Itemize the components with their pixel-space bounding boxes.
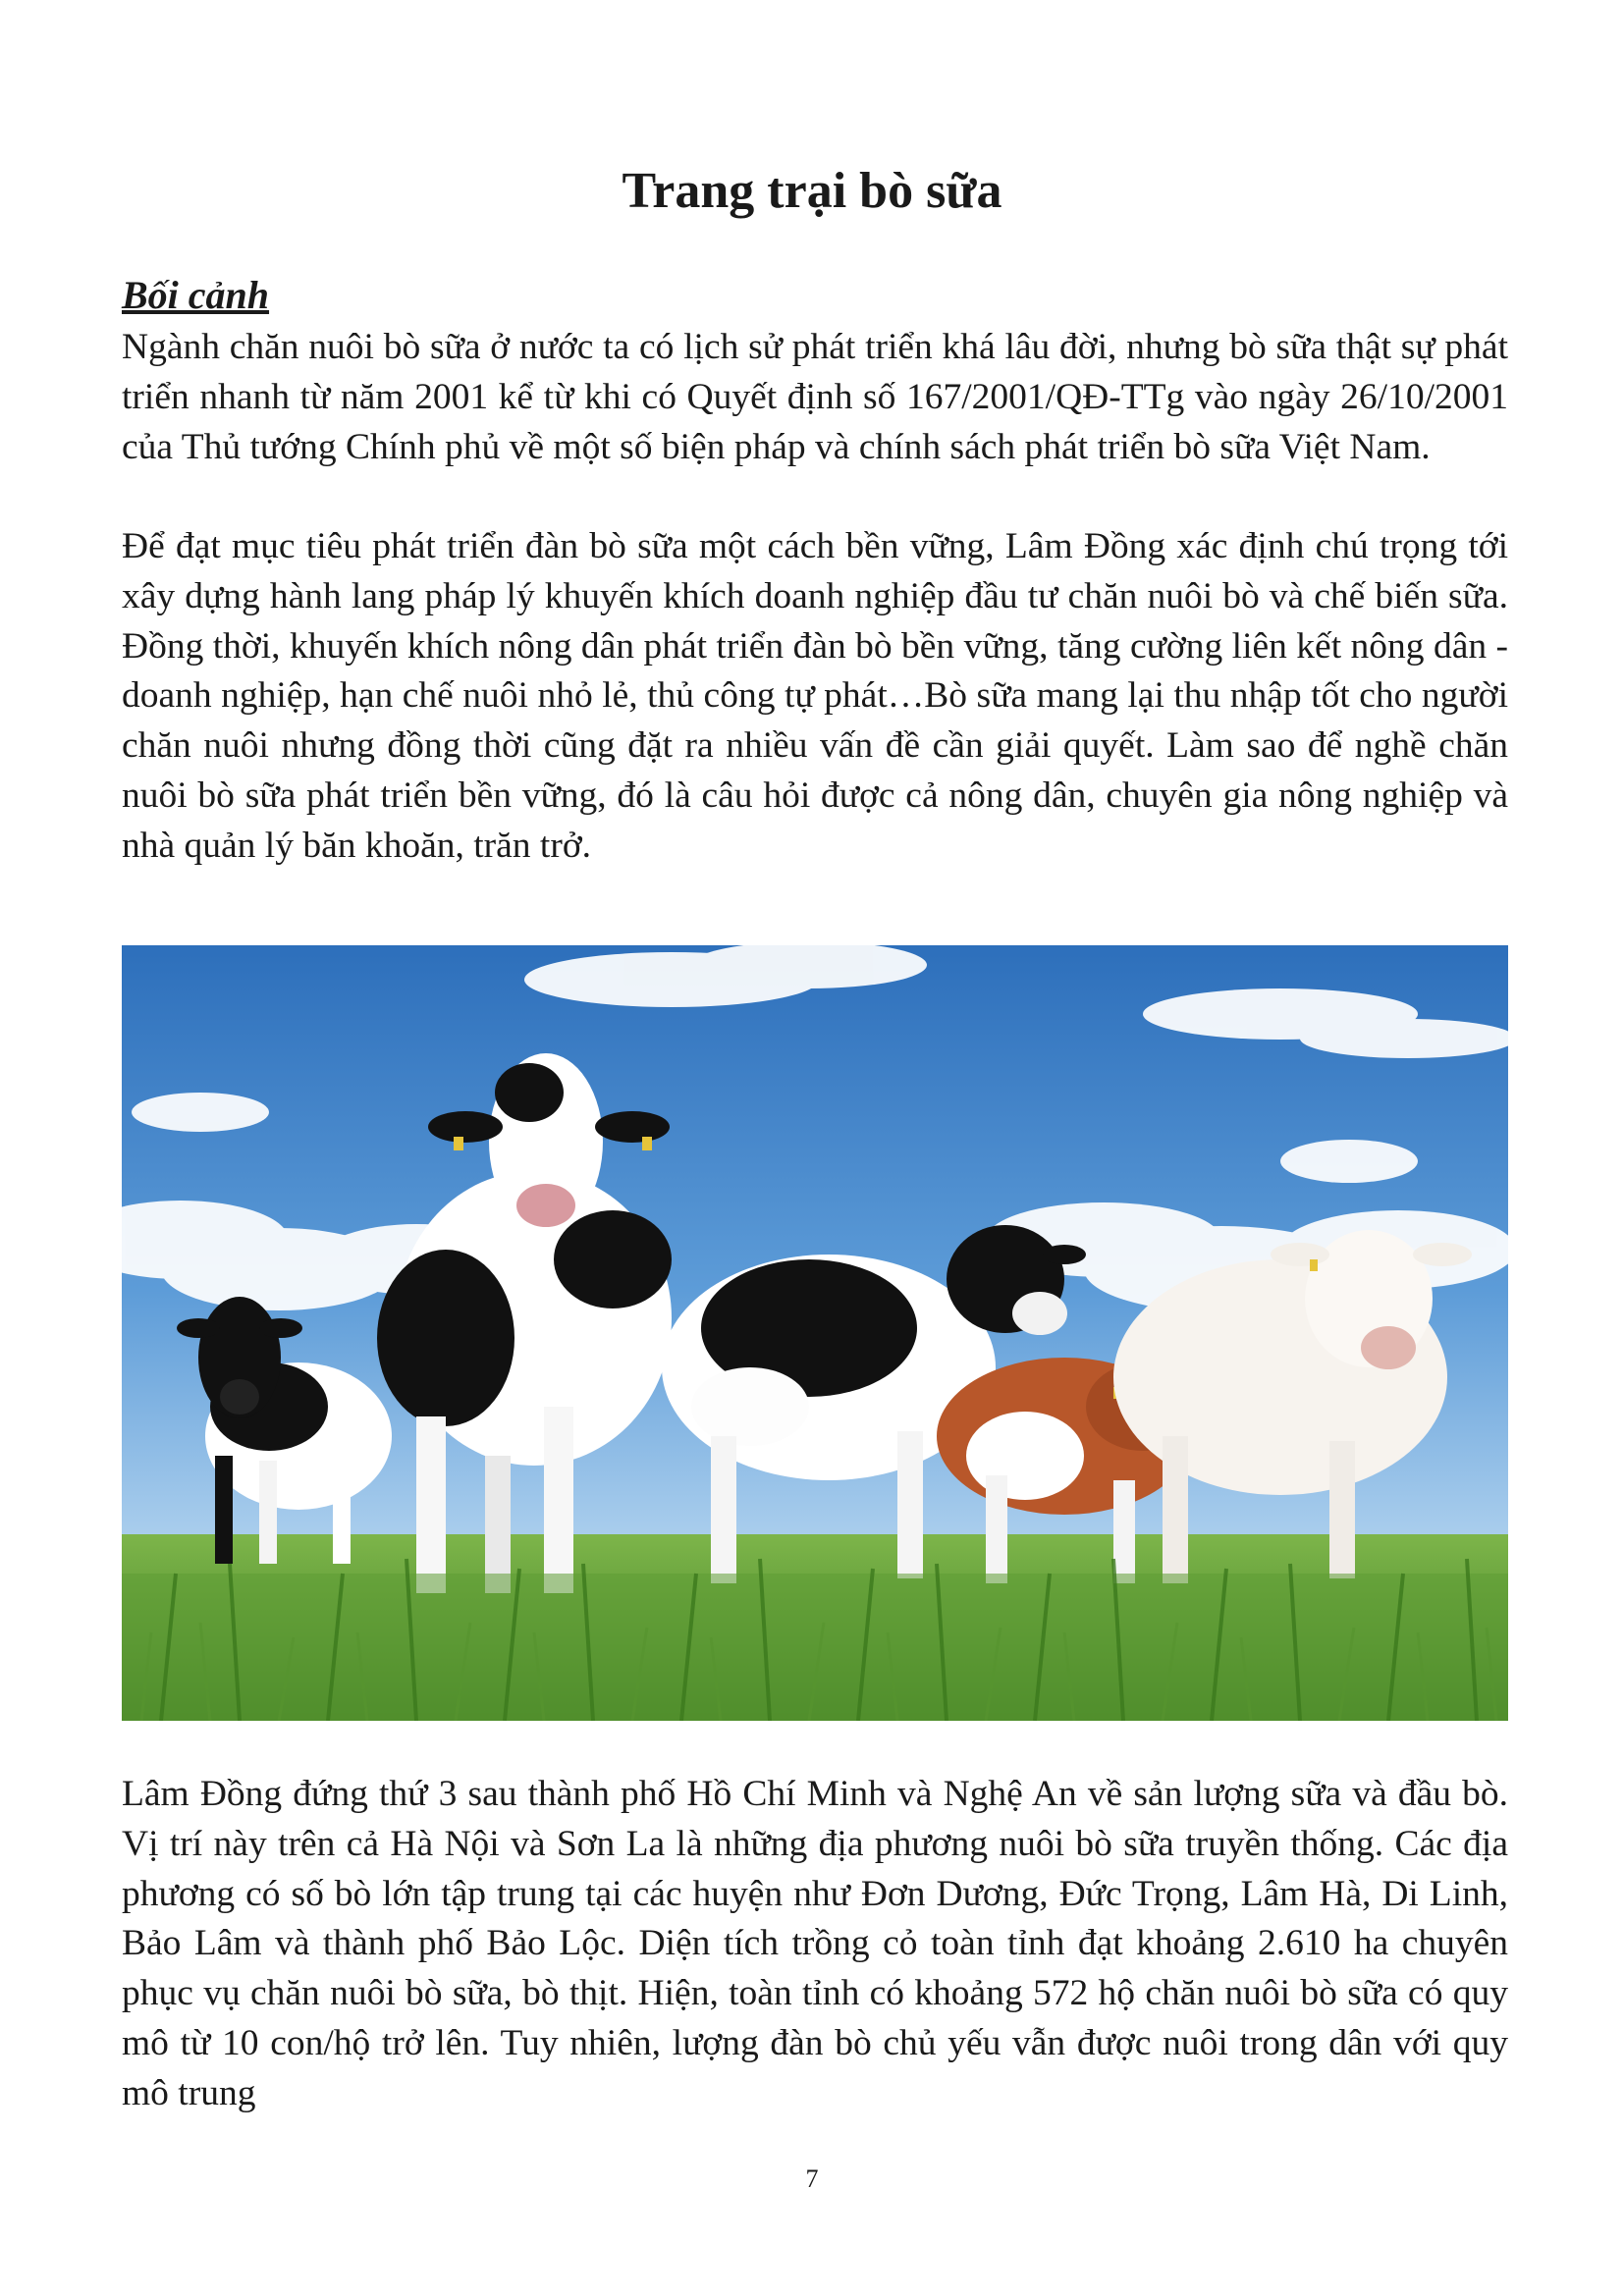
- paragraph-sustainability: Để đạt mục tiêu phát triển đàn bò sữa một cách bền vững, Lâm Đồng xác định chú trọng tới xây dựng hành lang pháp lý khuyến khích doanh nghiệp đầu tư chăn nuôi bò và chế biến sữa. Đồng thời, khuyến khích nông dân phát triển đàn bò bền vững, tăng cường liên kết nông dân - doanh nghiệp, hạn chế nuôi nhỏ lẻ, thủ công tự phát…Bò sữa mang lại thu nhập tốt cho người chăn nuôi nhưng đồng thời cũng đặt ra nhiều vấn đề cần giải quyết. Làm sao để nghề chăn nuôi bò sữa phát triển bền vững, đó là câu hỏi được cả nông dân, chuyên gia nông nghiệp và nhà quản lý băn khoăn, trăn trở.: [122, 526, 1508, 866]
- paragraph-history: Ngành chăn nuôi bò sữa ở nước ta có lịch sử phát triển khá lâu đời, nhưng bò sữa thật sự phát triển nhanh từ năm 2001 kể từ khi có Quyết định số 167/2001/QĐ-TTg vào ngày 26/10/2001 của Thủ tướng Chính phủ về một số biện pháp và chính sách phát triển bò sữa Việt Nam.: [122, 327, 1508, 467]
- page-number: 7: [805, 2164, 819, 2193]
- page-title: Trang trại bò sữa: [622, 163, 1002, 219]
- paragraph-production: Lâm Đồng đứng thứ 3 sau thành phố Hồ Chí Minh và Nghệ An về sản lượng sữa và đầu bò. Vị trí này trên cả Hà Nội và Sơn La là những địa phương nuôi bò sữa truyền thống. Các địa phương có số bò lớn tập trung tại các huyện như Đơn Dương, Đức Trọng, Lâm Hà, Di Linh, Bảo Lâm và thành phố Bảo Lộc. Diện tích trồng cỏ toàn tỉnh đạt khoảng 2.610 ha chuyên phục vụ chăn nuôi bò sữa, bò thịt. Hiện, toàn tỉnh có khoảng 572 hộ chăn nuôi bò sữa có quy mô từ 10 con/hộ trở lên. Tuy nhiên, lượng đàn bò chủ yếu vẫn được nuôi trong dân với quy mô trung: [122, 1774, 1508, 2113]
- section-heading: Bối cảnh: [122, 273, 270, 317]
- cows-photo: [122, 945, 1508, 1721]
